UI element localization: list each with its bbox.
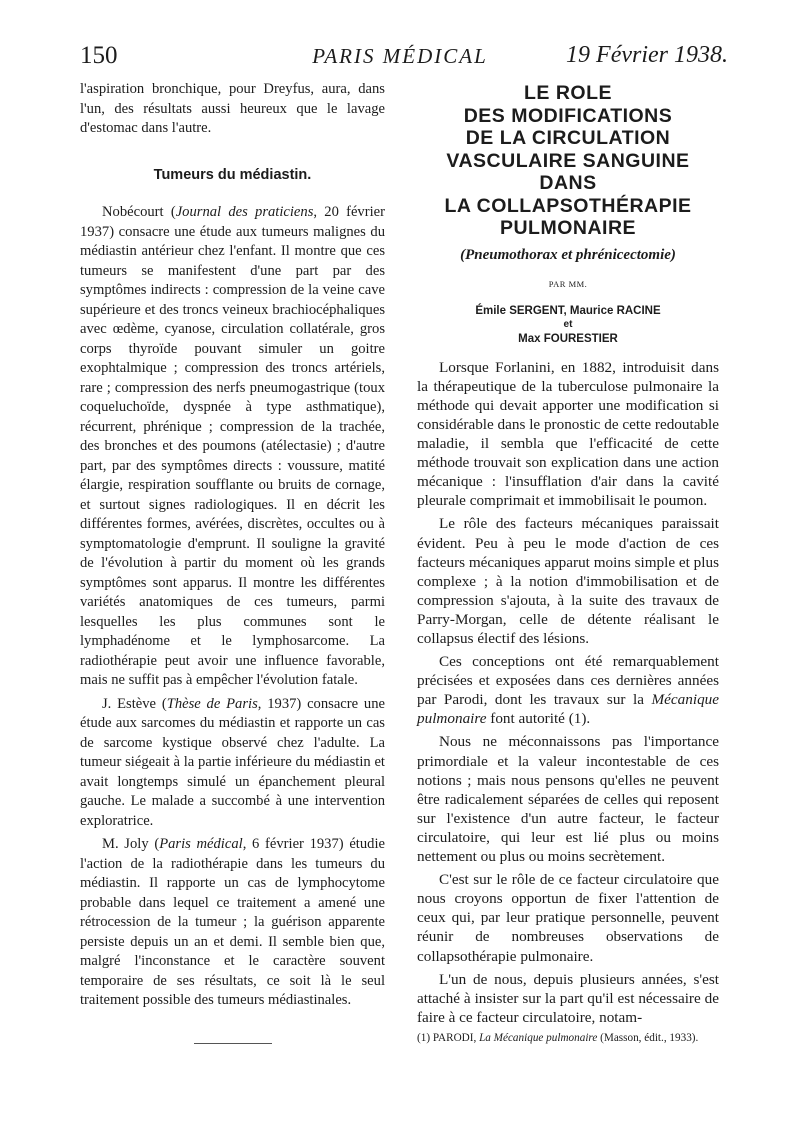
authors-line: Émile SERGENT, Maurice RACINE — [475, 304, 661, 317]
title-line: PULMONAIRE — [499, 217, 637, 239]
title-line: LA COLLAPSOTHÉRAPIE — [444, 194, 692, 217]
article-subtitle: (Pneumothorax et phrénicectomie) — [460, 246, 676, 263]
article-paragraph: Nous ne méconnaissons pas l'importance primordiale et la valeur incontestable de ces notions ; mais nous pensons qu'elles ne peuvent être radicalement séparées de celles qui reposent sur l'existence d'un autre facteur, le facteur circulatoire, qui leur est lié plus ou moins nettement ou plus ou moins secrètement. — [417, 733, 719, 866]
section-title: Tumeurs du médiastin. — [153, 166, 312, 183]
paragraph-esteve: J. Estève (Thèse de Paris, 1937) consacre une étude aux sarcomes du médiastin et rapporte un cas de sarcome kystique observé chez l'adulte. La tumeur siégeait à la partie inférieure du médiastin et avait longtemps simulé un épanchement pleural gauche. Le malade a succombé à une intervention exploratrice. — [80, 695, 385, 829]
citation-journal: Journal des praticiens — [175, 204, 314, 220]
footnote: (1) PARODI, La Mécanique pulmonaire (Masson, édit., 1933). — [417, 1031, 699, 1044]
title-line: VASCULAIRE SANGUINE — [446, 149, 690, 172]
page-number: 150 — [80, 42, 118, 69]
citation-journal: Paris médical — [159, 836, 243, 852]
article-paragraph: L'un de nous, depuis plusieurs années, s'est attaché à insister sur la part qu'il est nécessaire de faire à ce facteur circulatoire, notam- — [417, 970, 719, 1026]
right-column — [417, 82, 719, 1046]
section-end-rule — [194, 1043, 272, 1044]
paragraph-nobecourt: Nobécourt (Journal des praticiens, 20 février 1937) consacre une étude aux tumeurs malignes du médiastin antérieur chez l'enfant. Il montre que ces tumeurs se manifestent d'une part par des symptômes indirects : compression de la veine cave supérieure et des troncs veineux brachiocéphaliques avec œdème, cyanose, circulation collatérale, gros corps thyroïde pouvant simuler un goitre exophtalmique ; compression des troncs artériels, rare ; compression des nerfs pneumogastrique (toux coqueluchoïde, dyspnée à type asthmatique), récurrent, phrénique ; compression de la trachée, des bronches et des poumons (atélectasie) ; d'autre part, par des symptômes directs : voussure, matité élargie, respiration soufflante ou bruits de cornage, et surtout signes radiologiques. Il en décrit les différentes formes, avérées, discrètes, occultes ou à symptomatologie d'emprunt. Il souligne la gravité de l'évolution à partir du moment où les grands symptômes sont apparus. Il montre les différentes variétés anatomiques de ces tumeurs, parmi lesquelles les plus communes sont le lymphadénome et le lymphosarcome. La radiothérapie peut avoir une influence favorable, mais ne suffit pas à empêcher l'évolution fatale. — [80, 204, 385, 688]
paragraph-joly: M. Joly (Paris médical, 6 février 1937) étudie l'action de la radiothérapie dans les tumeurs du médiastin. Il rapporte un cas de lymphocytome probable dans lequel ce traitement a amené une rétrocession de la tumeur ; la guérison apparente persiste depuis un an et demi. Il semble bien que, malgré l'inconstance et le caractère souvent temporaire de ses résultats, ce soit là le seul traitement possible des tumeurs médiastinales. — [80, 836, 385, 1008]
left-column — [80, 80, 385, 1044]
citation-journal: Thèse de Paris — [166, 695, 258, 712]
issue-date: 19 Février 1938. — [566, 42, 728, 68]
authors-line: Max FOURESTIER — [518, 332, 618, 345]
title-line: DE LA CIRCULATION — [465, 127, 671, 149]
article-paragraph: Le rôle des facteurs mécaniques paraissait évident. Peu à peu le mode d'action de ces facteurs mécaniques apparut moins simple et plus complexe ; à la notion d'immobilisation et de compression s'ajouta, à la suite des travaux de Parry-Morgan, celle de détente réalisant le collapsus électif des lésions. — [417, 515, 719, 647]
article-title — [417, 82, 719, 240]
journal-title: PARIS MÉDICAL — [312, 44, 488, 68]
title-line: DES MODIFICATIONS — [463, 104, 673, 127]
authors-conjunction: et — [563, 318, 573, 330]
title-line: DANS — [539, 172, 597, 194]
continued-paragraph: l'aspiration bronchique, pour Dreyfus, aura, dans l'un, des résultats aussi heureux que le lavage d'estomac dans l'autre. — [80, 81, 385, 136]
title-line: LE ROLE — [523, 82, 612, 104]
running-header — [72, 42, 728, 76]
article-paragraph: C'est sur le rôle de ce facteur circulatoire que nous croyons opportun de fixer l'attention de ceux qui, par leur pratique personnelle, peuvent réunir de nombreuses observations de collapsothérapie pulmonaire. — [417, 871, 719, 965]
citation-title: Mécanique pulmonaire — [417, 691, 719, 728]
authors — [417, 304, 719, 346]
article-paragraph: Lorsque Forlanini, en 1882, introduisit dans la thérapeutique de la tuberculose pulmonaire la méthode qui devait apporter une modification si considérable dans le pronostic de cette redoutable maladie, il sembla que l'efficacité de cette méthode trouvait son explication dans une action mécanique : l'insufflation d'air dans la cavité pleurale comprimait et immobilisait le poumon. — [417, 358, 719, 510]
byline-label: PAR MM. — [548, 278, 588, 289]
footnote-title: La Mécanique pulmonaire — [479, 1031, 598, 1044]
article-paragraph: Ces conceptions ont été remarquablement précisées et exposées dans ces dernières années par Parodi, dont les travaux sur la Mécanique pulmonaire font autorité (1). — [417, 653, 719, 728]
